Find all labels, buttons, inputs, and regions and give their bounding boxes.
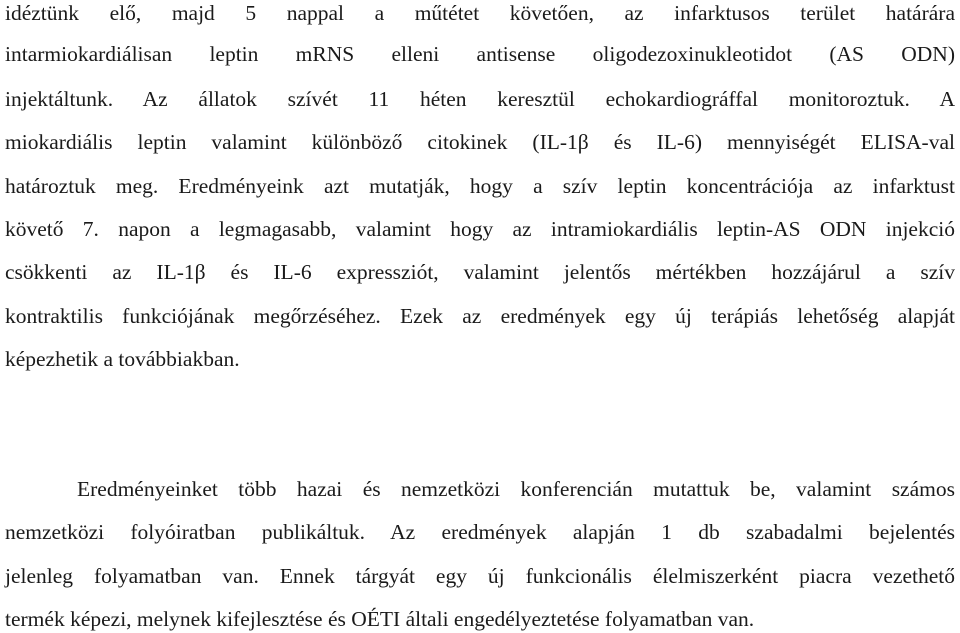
text-line: követő 7. napon a legmagasabb, valamint hogy az intramiokardiális leptin-AS ODN injekció <box>5 217 955 241</box>
text-line: Eredményeinket több hazai és nemzetközi konferencián mutattuk be, valamint számos <box>77 477 955 501</box>
text-line: határoztuk meg. Eredményeink azt mutatják, hogy a szív leptin koncentrációja az infarktust <box>5 174 955 198</box>
text-line: képezhetik a továbbiakban. <box>5 347 240 371</box>
text-line: nemzetközi folyóiratban publikáltuk. Az eredmények alapján 1 db szabadalmi bejelentés <box>5 520 955 544</box>
text-line: termék képezi, melynek kifejlesztése és OÉTI általi engedélyeztetése folyamatban van. <box>5 607 755 631</box>
text-line: csökkenti az IL-1β és IL-6 expressziót, valamint jelentős mértékben hozzájárul a szív <box>5 260 955 284</box>
text-line: miokardiális leptin valamint különböző citokinek (IL-1β és IL-6) mennyiségét ELISA-val <box>5 130 955 154</box>
text-line: jelenleg folyamatban van. Ennek tárgyát egy új funkcionális élelmiszerként piacra vezethető <box>5 564 955 588</box>
text-line: kontraktilis funkciójának megőrzéséhez. Ezek az eredmények egy új terápiás lehetőség alapját <box>5 304 955 328</box>
text-line: injektáltunk. Az állatok szívét 11 héten keresztül echokardiográffal monitoroztuk. A <box>5 87 955 111</box>
text-line: idéztünk elő, majd 5 nappal a műtétet követően, az infarktusos terület határára <box>5 1 955 25</box>
text-line: intarmiokardiálisan leptin mRNS elleni antisense oligodezoxinukleotidot (AS ODN) <box>5 42 955 66</box>
